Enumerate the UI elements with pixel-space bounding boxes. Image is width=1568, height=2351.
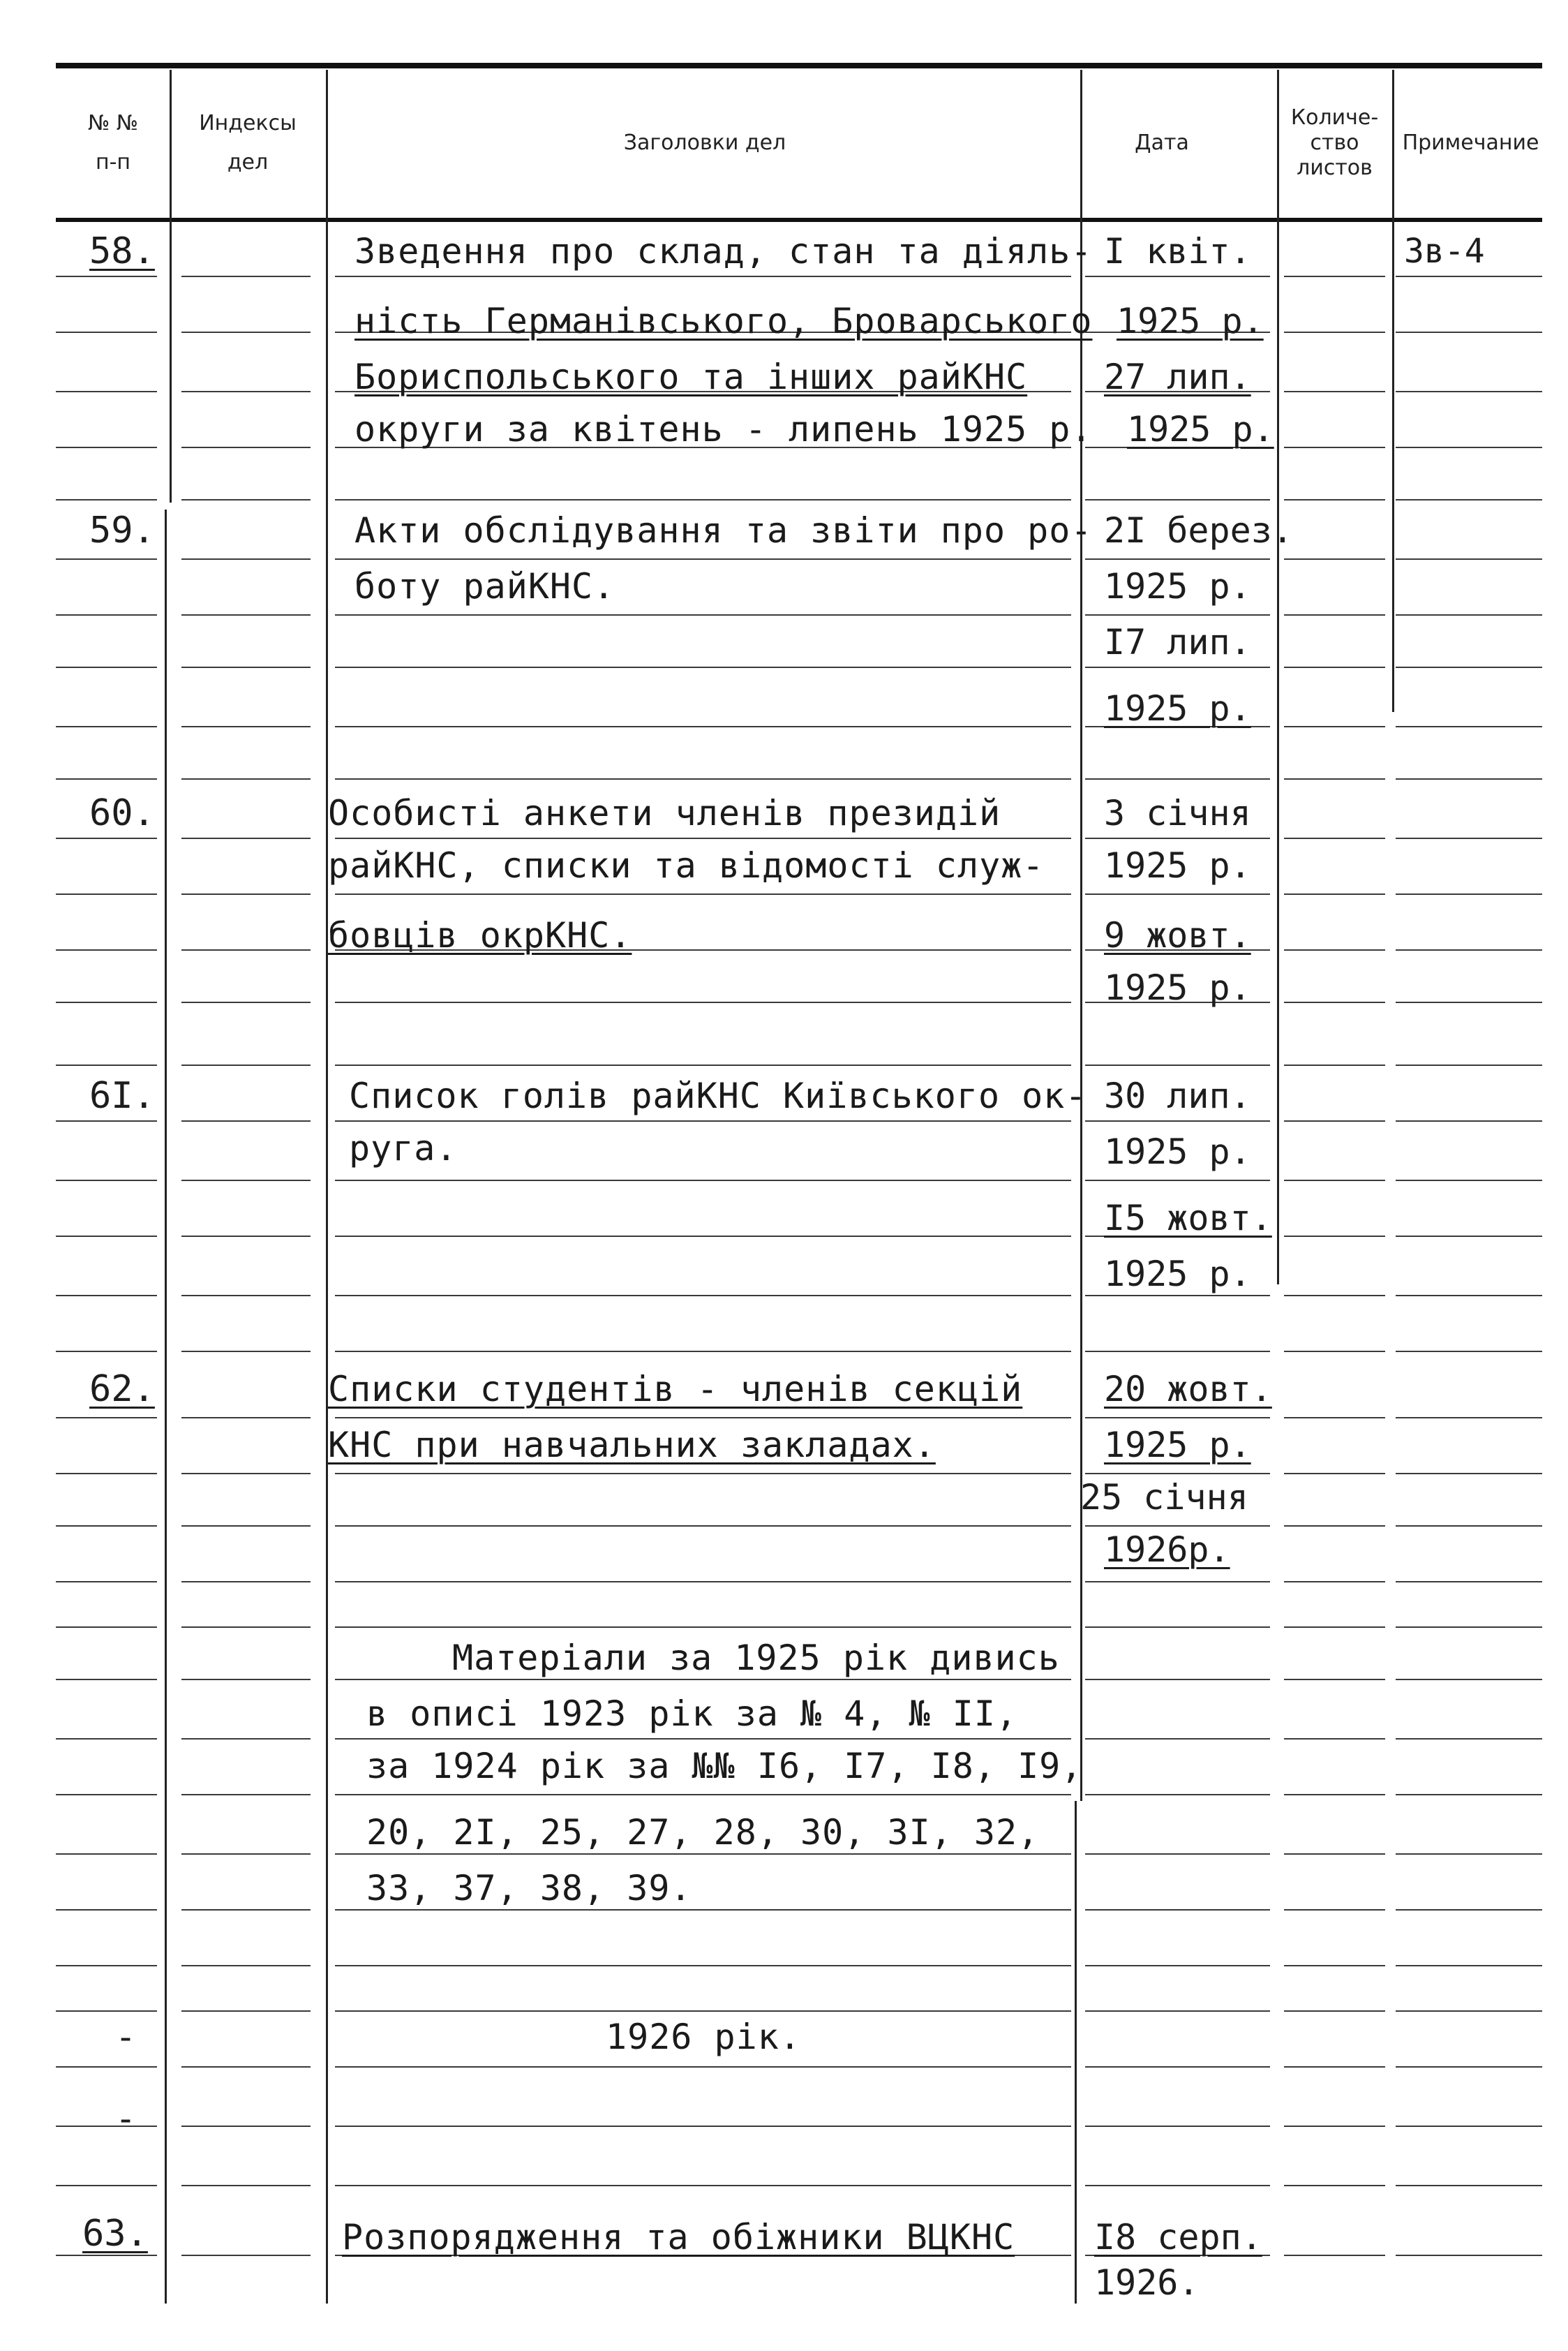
ruled-line: [181, 391, 311, 392]
ruled-line: [56, 1180, 157, 1181]
ruled-line: [1085, 838, 1270, 839]
ruled-line: [181, 1295, 311, 1296]
record-58-num: 58.: [89, 230, 155, 272]
ruled-line: [1284, 1965, 1385, 1966]
record-60-date-1: 3 січня: [1104, 793, 1251, 833]
ruled-line: [1396, 447, 1542, 448]
ruled-line: [1396, 2185, 1542, 2186]
ruled-line: [1396, 1473, 1542, 1474]
ruled-line: [1085, 1351, 1270, 1352]
ruled-line: [181, 1065, 311, 1066]
record-58-date-1: I квіт.: [1104, 231, 1251, 272]
record-60-line-1: Особисті анкети членів президій: [328, 793, 1001, 833]
ruled-line: [181, 2126, 311, 2127]
ruled-line: [1396, 614, 1542, 616]
ruled-line: [56, 1473, 157, 1474]
record-59-num: 59.: [89, 510, 155, 551]
ruled-line: [181, 1965, 311, 1966]
ruled-line: [335, 1525, 1071, 1527]
year-heading: 1926 рік.: [606, 2017, 801, 2057]
ruled-line: [56, 838, 157, 839]
record-58-note: Зв-4: [1404, 232, 1485, 271]
col-line-3b: [1075, 1801, 1077, 2304]
ruled-line: [181, 667, 311, 668]
ruled-line: [335, 1120, 1071, 1122]
ruled-line: [335, 1065, 1071, 1066]
materials-line-2: в описі 1923 рік за № 4, № II,: [366, 1693, 1018, 1734]
ruled-line: [181, 1120, 311, 1122]
ruled-line: [181, 1581, 311, 1582]
ruled-line: [56, 1853, 157, 1855]
record-62-line-2: КНС при навчальних закладах.: [328, 1425, 936, 1465]
ruled-line: [1284, 1002, 1385, 1003]
ruled-line: [56, 499, 157, 500]
ruled-line: [56, 726, 157, 727]
ruled-line: [1284, 1065, 1385, 1066]
ruled-line: [1085, 1853, 1270, 1855]
ruled-line: [1396, 778, 1542, 780]
ruled-line: [181, 1853, 311, 1855]
ruled-line: [1396, 1965, 1542, 1966]
ruled-line: [1085, 499, 1270, 500]
record-58-line-2: ність Германівського, Броварського: [354, 301, 1093, 341]
ruled-line: [181, 1738, 311, 1740]
record-59-date-4: 1925 р.: [1104, 688, 1251, 729]
ruled-line: [56, 1581, 157, 1582]
ruled-line: [335, 838, 1071, 839]
ruled-line: [1085, 2126, 1270, 2127]
col-line-4: [1277, 70, 1279, 1284]
ruled-line: [1085, 1065, 1270, 1066]
ruled-line: [181, 1236, 311, 1237]
ruled-line: [1284, 1581, 1385, 1582]
header-num: № № п-п: [88, 111, 138, 175]
ruled-line: [181, 447, 311, 448]
record-63-line: Розпорядження та обіжники ВЦКНС: [342, 2217, 1015, 2257]
ruled-line: [56, 391, 157, 392]
ruled-line: [1085, 1679, 1270, 1680]
ruled-line: [1284, 1180, 1385, 1181]
ruled-line: [1085, 893, 1270, 895]
ruled-line: [181, 1473, 311, 1474]
record-59-line-2: боту райКНС.: [354, 566, 615, 607]
ruled-line: [335, 499, 1071, 500]
ruled-line: [181, 1794, 311, 1795]
ruled-line: [1284, 1525, 1385, 1527]
ruled-line: [335, 558, 1071, 560]
ruled-line: [1284, 667, 1385, 668]
ruled-line: [56, 1295, 157, 1296]
record-63-num: 63.: [82, 2213, 148, 2255]
record-63-date-1: I8 серп.: [1094, 2217, 1262, 2257]
ruled-line: [181, 1909, 311, 1911]
top-rule: [56, 63, 1542, 68]
ruled-line: [1284, 276, 1385, 277]
record-58-date-2: 1925 р.: [1117, 301, 1264, 341]
record-62-num: 62.: [89, 1368, 155, 1410]
ruled-line: [335, 1180, 1071, 1181]
ruled-line: [335, 1473, 1071, 1474]
ruled-line: [335, 2066, 1071, 2068]
ruled-line: [335, 2126, 1071, 2127]
ruled-line: [56, 949, 157, 951]
ruled-line: [1284, 2185, 1385, 2186]
record-58-date-4: 1925 р.: [1127, 409, 1274, 450]
record-59-date-2: 1925 р.: [1104, 566, 1251, 607]
ruled-line: [1396, 1065, 1542, 1066]
header-sheets: Количе- ство листов: [1290, 105, 1379, 180]
ruled-line: [1085, 778, 1270, 780]
header-rule: [56, 218, 1542, 222]
ruled-line: [56, 667, 157, 668]
ruled-line: [1284, 391, 1385, 392]
ruled-line: [335, 614, 1071, 616]
ruled-line: [1085, 1417, 1270, 1418]
ruled-line: [1284, 893, 1385, 895]
ruled-line: [335, 2010, 1071, 2012]
ruled-line: [181, 838, 311, 839]
materials-line-4: 20, 2I, 25, 27, 28, 30, 3I, 32,: [366, 1812, 1040, 1853]
ruled-line: [56, 1626, 157, 1628]
ruled-line: [1085, 1473, 1270, 1474]
ruled-line: [1396, 667, 1542, 668]
ruled-line: [56, 1120, 157, 1122]
record-60-date-3: 9 жовт.: [1104, 915, 1251, 956]
ruled-line: [1396, 1002, 1542, 1003]
ruled-line: [1284, 1794, 1385, 1795]
ruled-line: [1284, 838, 1385, 839]
ruled-line: [1284, 1679, 1385, 1680]
record-61-date-1: 30 лип.: [1104, 1076, 1251, 1116]
ruled-line: [1284, 1853, 1385, 1855]
ruled-line: [1396, 2255, 1542, 2256]
header-note: Примечание: [1402, 131, 1539, 155]
col-line-2: [326, 70, 328, 2304]
ruled-line: [1396, 276, 1542, 277]
ruled-line: [335, 1853, 1071, 1855]
ruled-line: [181, 778, 311, 780]
ruled-line: [1396, 391, 1542, 392]
ruled-line: [56, 1909, 157, 1911]
ruled-line: [181, 2185, 311, 2186]
ruled-line: [181, 1679, 311, 1680]
ruled-line: [335, 1626, 1071, 1628]
ruled-line: [1284, 614, 1385, 616]
ruled-line: [1085, 1295, 1270, 1296]
ruled-line: [1396, 726, 1542, 727]
ruled-line: [1284, 2126, 1385, 2127]
ruled-line: [181, 726, 311, 727]
ruled-line: [1396, 1120, 1542, 1122]
ruled-line: [1396, 1909, 1542, 1911]
ruled-line: [56, 332, 157, 333]
dash-mark-1: -: [115, 2017, 137, 2057]
materials-line-5: 33, 37, 38, 39.: [366, 1868, 692, 1908]
ruled-line: [1396, 1417, 1542, 1418]
record-61-date-3: I5 жовт.: [1104, 1198, 1272, 1238]
ruled-line: [1396, 1679, 1542, 1680]
ruled-line: [1085, 2010, 1270, 2012]
ruled-line: [1284, 558, 1385, 560]
ruled-line: [1396, 558, 1542, 560]
record-58-line-4: округи за квітень - липень 1925 р.: [354, 409, 1093, 450]
ruled-line: [1284, 1351, 1385, 1352]
header-title: Заголовки дел: [623, 131, 786, 155]
ruled-line: [56, 778, 157, 780]
record-60-date-2: 1925 р.: [1104, 845, 1251, 886]
ruled-line: [181, 332, 311, 333]
ruled-line: [335, 1295, 1071, 1296]
ruled-line: [181, 2066, 311, 2068]
ruled-line: [56, 2255, 157, 2256]
col-line-1: [170, 70, 172, 503]
ruled-line: [1396, 949, 1542, 951]
ruled-line: [1396, 893, 1542, 895]
ruled-line: [1284, 447, 1385, 448]
ruled-line: [56, 1679, 157, 1680]
ruled-line: [56, 447, 157, 448]
ruled-line: [56, 1417, 157, 1418]
ruled-line: [1284, 1626, 1385, 1628]
ruled-line: [1396, 1525, 1542, 1527]
ruled-line: [1284, 1738, 1385, 1740]
ruled-line: [181, 949, 311, 951]
col-line-1b: [165, 510, 167, 2304]
ruled-line: [1396, 1236, 1542, 1237]
ruled-line: [56, 1002, 157, 1003]
header-index: Индексы дел: [199, 111, 297, 175]
record-61-date-4: 1925 р.: [1104, 1254, 1251, 1294]
ruled-line: [1284, 2066, 1385, 2068]
ruled-line: [56, 1351, 157, 1352]
ruled-line: [1396, 2010, 1542, 2012]
record-61-line-2: руга.: [349, 1128, 458, 1169]
ruled-line: [181, 558, 311, 560]
ruled-line: [56, 893, 157, 895]
ruled-line: [181, 2010, 311, 2012]
ruled-line: [1085, 667, 1270, 668]
ruled-line: [181, 893, 311, 895]
ruled-line: [56, 1525, 157, 1527]
record-60-date-4: 1925 р.: [1104, 967, 1251, 1008]
ruled-line: [56, 614, 157, 616]
record-58-line-3: Бориспольського та інших райКНС: [354, 357, 1028, 397]
ruled-line: [1396, 1853, 1542, 1855]
ruled-line: [56, 276, 157, 277]
record-59-date-3: I7 лип.: [1104, 622, 1251, 662]
ruled-line: [181, 1180, 311, 1181]
ruled-line: [1085, 2066, 1270, 2068]
ruled-line: [56, 2126, 157, 2127]
ruled-line: [1085, 1120, 1270, 1122]
record-63-date-2: 1926.: [1094, 2262, 1200, 2303]
ruled-line: [181, 1626, 311, 1628]
record-58-line-1: Зведення про склад, стан та діяль-: [354, 231, 1093, 272]
ruled-line: [1085, 2185, 1270, 2186]
ruled-line: [335, 1965, 1071, 1966]
ruled-line: [1284, 1295, 1385, 1296]
record-61-num: 6I.: [89, 1075, 155, 1117]
ruled-line: [181, 276, 311, 277]
ruled-line: [335, 1002, 1071, 1003]
ruled-line: [56, 1738, 157, 1740]
ruled-line: [335, 1909, 1071, 1911]
ruled-line: [1085, 1180, 1270, 1181]
ruled-line: [1396, 499, 1542, 500]
record-61-date-2: 1925 р.: [1104, 1132, 1251, 1172]
col-line-5: [1392, 70, 1394, 712]
dash-mark-2: -: [115, 2098, 137, 2139]
ruled-line: [1396, 332, 1542, 333]
ruled-line: [56, 1794, 157, 1795]
ruled-line: [335, 1794, 1071, 1795]
record-60-line-2: райКНС, списки та відомості служ-: [328, 845, 1045, 886]
ruled-line: [1284, 1236, 1385, 1237]
ruled-line: [1085, 1909, 1270, 1911]
ruled-line: [335, 276, 1071, 277]
record-62-date-2: 1925 р.: [1104, 1425, 1251, 1465]
ruled-line: [1284, 2255, 1385, 2256]
ruled-line: [1284, 1909, 1385, 1911]
ruled-line: [335, 1679, 1071, 1680]
ruled-line: [1284, 1473, 1385, 1474]
ruled-line: [56, 1065, 157, 1066]
ruled-line: [1284, 778, 1385, 780]
ruled-line: [1396, 1180, 1542, 1181]
record-59-line-1: Акти обслідування та звіти про ро-: [354, 510, 1093, 551]
record-60-line-3: бовців окрКНС.: [328, 915, 632, 956]
ruled-line: [335, 726, 1071, 727]
ruled-line: [56, 2185, 157, 2186]
ruled-line: [181, 1002, 311, 1003]
record-62-date-4: 1926р.: [1104, 1529, 1230, 1570]
ruled-line: [335, 1738, 1071, 1740]
ruled-line: [1396, 1295, 1542, 1296]
ruled-line: [1396, 838, 1542, 839]
ruled-line: [335, 1581, 1071, 1582]
record-62-line-1: Списки студентів - членів секцій: [328, 1369, 1023, 1409]
ruled-line: [335, 893, 1071, 895]
ruled-line: [1396, 2126, 1542, 2127]
ruled-line: [1396, 1626, 1542, 1628]
ruled-line: [181, 2255, 311, 2256]
ruled-line: [56, 1236, 157, 1237]
ruled-line: [335, 1351, 1071, 1352]
ruled-line: [1085, 1581, 1270, 1582]
ruled-line: [335, 2185, 1071, 2186]
ruled-line: [1284, 1417, 1385, 1418]
ruled-line: [335, 667, 1071, 668]
ruled-line: [335, 1417, 1071, 1418]
record-59-date-1: 2I берез.: [1104, 510, 1293, 551]
record-60-num: 60.: [89, 792, 155, 834]
ruled-line: [1085, 1626, 1270, 1628]
ruled-line: [1085, 276, 1270, 277]
ruled-line: [56, 2010, 157, 2012]
ruled-line: [1284, 949, 1385, 951]
ruled-line: [181, 1417, 311, 1418]
ruled-line: [56, 1965, 157, 1966]
ruled-line: [1396, 2066, 1542, 2068]
ruled-line: [1396, 1738, 1542, 1740]
ruled-line: [1396, 1581, 1542, 1582]
ruled-line: [56, 558, 157, 560]
record-61-line-1: Список голів райКНС Київського ок-: [349, 1076, 1087, 1116]
ruled-line: [1396, 1351, 1542, 1352]
header-date: Дата: [1135, 131, 1189, 155]
materials-line-3: за 1924 рік за №№ I6, I7, I8, I9,: [366, 1746, 1083, 1786]
record-62-date-3: 25 січня: [1080, 1477, 1248, 1518]
ruled-line: [335, 1236, 1071, 1237]
ruled-line: [1085, 1794, 1270, 1795]
ruled-line: [56, 2066, 157, 2068]
ruled-line: [181, 1351, 311, 1352]
ruled-line: [1085, 1965, 1270, 1966]
ruled-line: [1284, 499, 1385, 500]
ruled-line: [1085, 614, 1270, 616]
ruled-line: [181, 499, 311, 500]
ruled-line: [1284, 1120, 1385, 1122]
ruled-line: [1284, 726, 1385, 727]
ruled-line: [1085, 1738, 1270, 1740]
ruled-line: [181, 1525, 311, 1527]
ruled-line: [181, 614, 311, 616]
record-62-date-1: 20 жовт.: [1104, 1369, 1272, 1409]
materials-line-1: Матеріали за 1925 рік дивись: [452, 1638, 1060, 1678]
ruled-line: [1284, 332, 1385, 333]
ruled-line: [335, 778, 1071, 780]
ruled-line: [1396, 1794, 1542, 1795]
record-58-date-3: 27 лип.: [1104, 357, 1251, 397]
ruled-line: [1085, 1525, 1270, 1527]
ruled-line: [1085, 558, 1270, 560]
ruled-line: [1284, 2010, 1385, 2012]
